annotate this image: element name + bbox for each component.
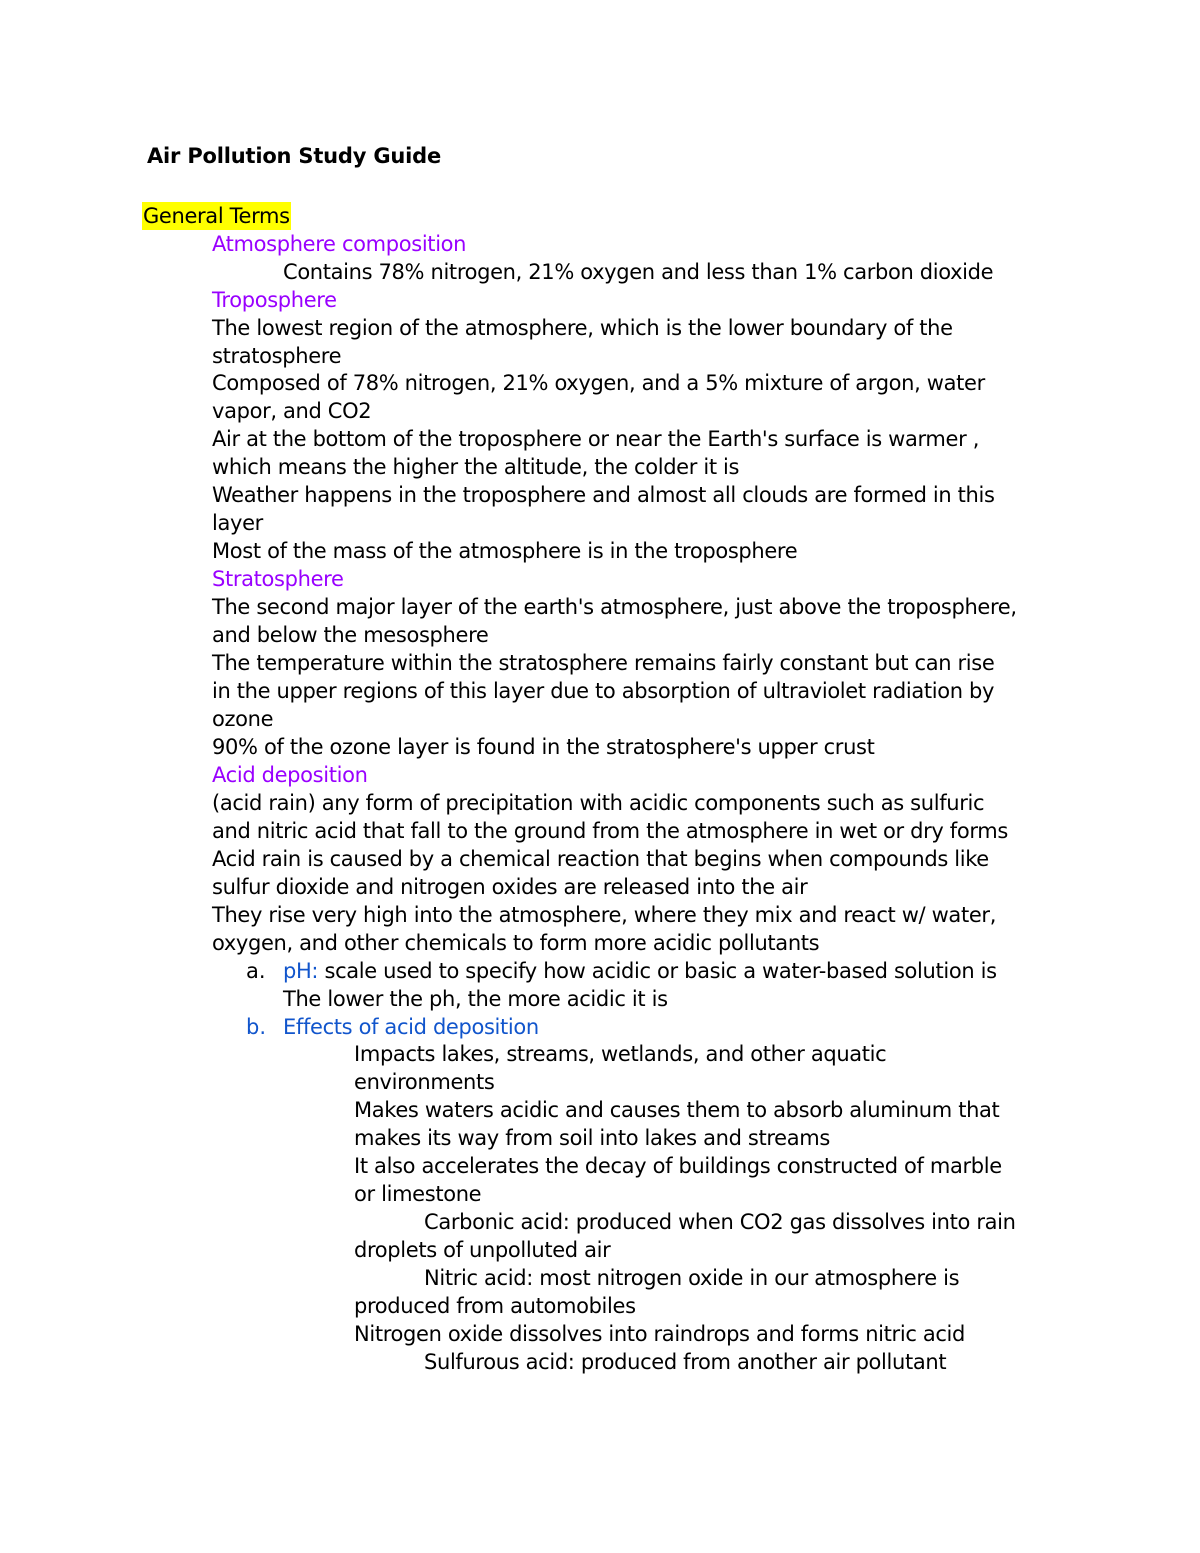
effects-line: Nitric acid: most nitrogen oxide in our atmosphere is	[424, 1266, 960, 1290]
body-line: which means the higher the altitude, the colder it is	[212, 455, 740, 479]
body-line: The lowest region of the atmosphere, which is the lower boundary of the	[212, 316, 953, 340]
document-title: Air Pollution Study Guide	[147, 144, 442, 168]
effects-line: or limestone	[354, 1182, 482, 1206]
body-line: layer	[212, 511, 263, 535]
body-line: in the upper regions of this layer due to absorption of ultraviolet radiation by	[212, 679, 995, 703]
effects-line: droplets of unpolluted air	[354, 1238, 611, 1262]
effects-line: produced from automobiles	[354, 1294, 636, 1318]
effects-line: Makes waters acidic and causes them to absorb aluminum that	[354, 1098, 1000, 1122]
effects-line: Impacts lakes, streams, wetlands, and other aquatic	[354, 1042, 887, 1066]
list-marker-a: a.	[246, 959, 266, 983]
list-marker-b: b.	[246, 1015, 267, 1039]
list-item-ph-text: scale used to specify how acidic or basic a water-based solution is	[318, 959, 997, 983]
body-line: stratosphere	[212, 344, 342, 368]
effects-line: Carbonic acid: produced when CO2 gas dissolves into rain	[424, 1210, 1016, 1234]
body-line: oxygen, and other chemicals to form more acidic pollutants	[212, 931, 820, 955]
effects-line: environments	[354, 1070, 495, 1094]
body-line: Air at the bottom of the troposphere or near the Earth's surface is warmer ,	[212, 427, 980, 451]
body-line: Weather happens in the troposphere and almost all clouds are formed in this	[212, 483, 995, 507]
body-line: ozone	[212, 707, 274, 731]
effects-line: Nitrogen oxide dissolves into raindrops and forms nitric acid	[354, 1322, 966, 1346]
effects-line: It also accelerates the decay of buildings constructed of marble	[354, 1154, 1002, 1178]
body-line: Composed of 78% nitrogen, 21% oxygen, and a 5% mixture of argon, water	[212, 371, 985, 395]
body-line: Contains 78% nitrogen, 21% oxygen and less than 1% carbon dioxide	[283, 260, 994, 284]
body-line: Most of the mass of the atmosphere is in the troposphere	[212, 539, 798, 563]
term-troposphere: Troposphere	[212, 288, 337, 312]
body-line: sulfur dioxide and nitrogen oxides are released into the air	[212, 875, 808, 899]
body-line: vapor, and CO2	[212, 399, 372, 423]
term-ph: pH:	[283, 959, 319, 983]
term-stratosphere: Stratosphere	[212, 567, 344, 591]
body-line: Acid rain is caused by a chemical reaction that begins when compounds like	[212, 847, 989, 871]
body-line: and below the mesosphere	[212, 623, 489, 647]
section-heading-general-terms: General Terms	[143, 204, 290, 228]
term-effects-of-acid-deposition: Effects of acid deposition	[283, 1015, 539, 1039]
body-line: 90% of the ozone layer is found in the stratosphere's upper crust	[212, 735, 875, 759]
term-atmosphere-composition: Atmosphere composition	[212, 232, 467, 256]
effects-line: Sulfurous acid: produced from another air pollutant	[424, 1350, 947, 1374]
list-item-ph-continuation: The lower the ph, the more acidic it is	[283, 987, 668, 1011]
body-line: The second major layer of the earth's atmosphere, just above the troposphere,	[212, 595, 1017, 619]
effects-line: makes its way from soil into lakes and streams	[354, 1126, 830, 1150]
term-acid-deposition: Acid deposition	[212, 763, 368, 787]
body-line: The temperature within the stratosphere remains fairly constant but can rise	[212, 651, 995, 675]
body-line: (acid rain) any form of precipitation with acidic components such as sulfuric	[212, 791, 985, 815]
body-line: and nitric acid that fall to the ground from the atmosphere in wet or dry forms	[212, 819, 1008, 843]
body-line: They rise very high into the atmosphere, where they mix and react w/ water,	[212, 903, 997, 927]
list-item-ph	[283, 957, 997, 985]
